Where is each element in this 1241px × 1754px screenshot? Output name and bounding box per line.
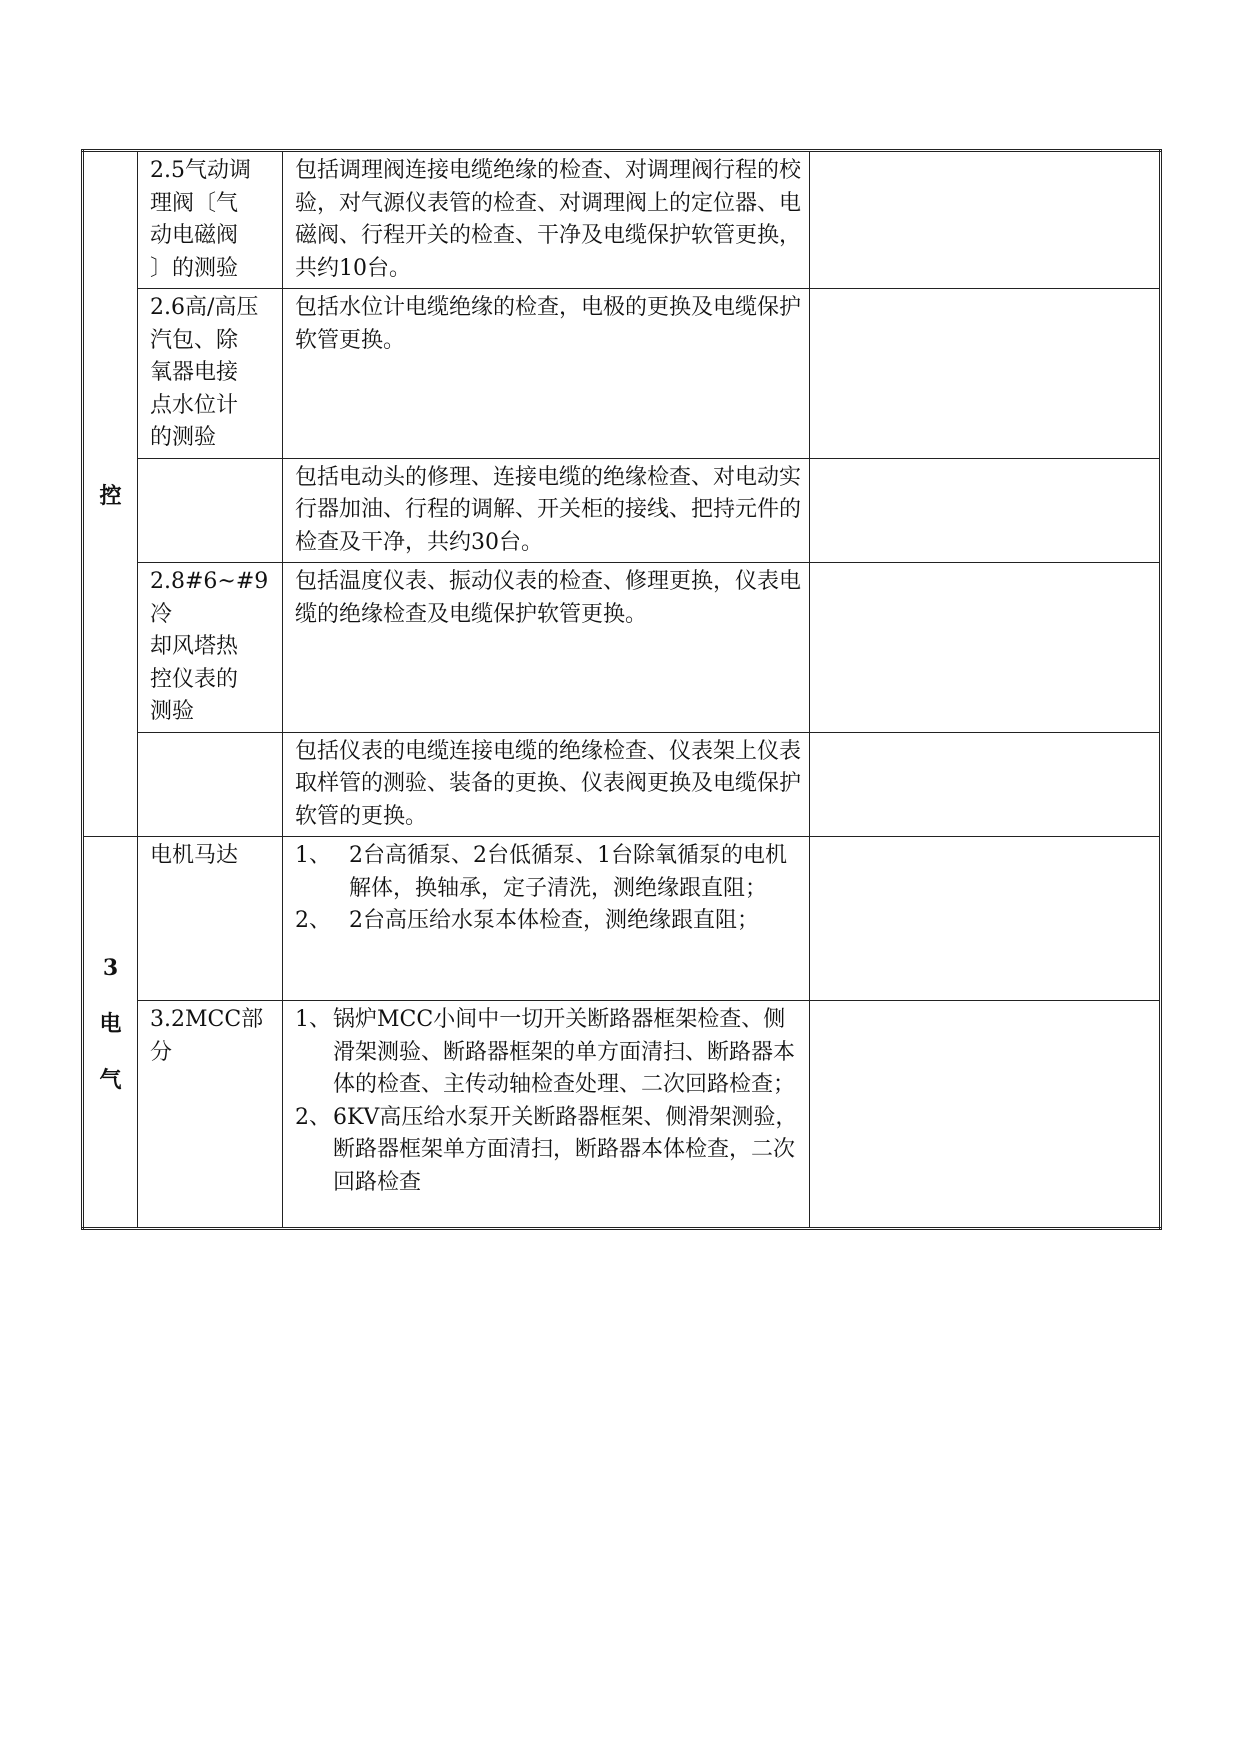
item-cell [138, 151, 283, 289]
note-cell [810, 1001, 1161, 1229]
list-text: 锅炉MCC小间中一切开关断路器框架检查、侧滑架测验、断路器框架的单方面清扫、断路器本体的检查、主传动轴检查处理、二次回路检查； [333, 1007, 796, 1097]
list-text: 6KV高压给水泵开关断路器框架、侧滑架测验，断路器框架单方面清扫，断路器本体检查，二次回路检查 [333, 1104, 798, 1195]
list-item [295, 1102, 801, 1200]
category-label: 控 [99, 482, 122, 509]
table-row [83, 563, 1161, 733]
item-cell [138, 563, 283, 733]
item-label: 电机马达 [150, 843, 239, 868]
list-number: 1、 [295, 1007, 331, 1032]
item-cell [138, 1001, 283, 1229]
description-text: 包括温度仪表、振动仪表的检查、修理更换，仪表电缆的绝缘检查及电缆保护软管更换。 [295, 569, 802, 627]
note-cell [810, 837, 1161, 1001]
description-text: 包括仪表的电缆连接电缆的绝缘检查、仪表架上仪表取样管的测验、装备的更换、仪表阀更换及电缆保护软管的更换。 [295, 738, 802, 829]
list-number: 2、 [295, 1104, 331, 1130]
description-text: 包括电动头的修理、连接电缆的绝缘检查、对电动实行器加油、行程的调解、开关柜的接线、把持元件的检查及干净，共约30台。 [295, 464, 802, 555]
task-list [295, 840, 801, 938]
description-cell [283, 732, 810, 837]
category-cell-control [83, 151, 138, 837]
item-label: 2.5气动调 理阀〔气 动电磁阀 〕的测验 [150, 158, 251, 281]
table-row [83, 458, 1161, 563]
description-cell [283, 563, 810, 733]
item-cell [138, 458, 283, 563]
item-label: 3.2MCC部 分 [150, 1007, 264, 1065]
item-label: 2.8#6~#9冷 却风塔热 控仪表的 测验 [150, 569, 269, 724]
item-label: 2.6高/高压 汽包、除 氧器电接 点水位计 的测验 [150, 295, 259, 450]
description-cell [283, 837, 810, 1001]
item-cell [138, 289, 283, 459]
note-text [810, 563, 1159, 569]
note-cell [810, 289, 1161, 459]
note-text [810, 1001, 1159, 1007]
table-row [83, 289, 1161, 459]
description-text: 包括水位计电缆绝缘的检查，电极的更换及电缆保护软管更换。 [295, 295, 802, 353]
note-text [810, 837, 1159, 843]
note-text [810, 152, 1159, 158]
note-cell [810, 732, 1161, 837]
category-char: 气 [99, 1067, 122, 1093]
list-item [295, 1004, 801, 1102]
list-number: 1、 [295, 843, 331, 868]
maintenance-table-container [81, 149, 1162, 1230]
item-cell [138, 837, 283, 1001]
note-cell [810, 458, 1161, 563]
task-list [295, 1004, 801, 1199]
list-text: 2台高压给水泵本体检查，测绝缘跟直阻； [349, 908, 759, 933]
category-number: 3 [102, 955, 119, 981]
list-text: 2台高循泵、2台低循泵、1台除氧循泵的电机解体，换轴承，定子清洗，测绝缘跟直阻； [349, 843, 787, 901]
list-item [295, 905, 801, 938]
item-label [138, 459, 282, 465]
category-char: 电 [99, 1011, 122, 1037]
item-label [138, 733, 282, 739]
table-row [83, 837, 1161, 1001]
description-cell [283, 1001, 810, 1229]
description-cell [283, 458, 810, 563]
description-cell [283, 289, 810, 459]
note-text [810, 289, 1159, 295]
table-row [83, 732, 1161, 837]
table-row [83, 1001, 1161, 1229]
item-cell [138, 732, 283, 837]
note-text [810, 733, 1159, 739]
note-cell [810, 563, 1161, 733]
list-number: 2、 [295, 908, 331, 933]
table-row [83, 151, 1161, 289]
note-cell [810, 151, 1161, 289]
maintenance-table [81, 149, 1162, 1230]
description-text: 包括调理阀连接电缆绝缘的检查、对调理阀行程的校验，对气源仪表管的检查、对调理阀上的定位器、电磁阀、行程开关的检查、干净及电缆保护软管更换，共约10台。 [295, 158, 802, 281]
category-cell-electrical [83, 837, 138, 1229]
description-cell [283, 151, 810, 289]
note-text [810, 459, 1159, 465]
list-item [295, 840, 801, 905]
